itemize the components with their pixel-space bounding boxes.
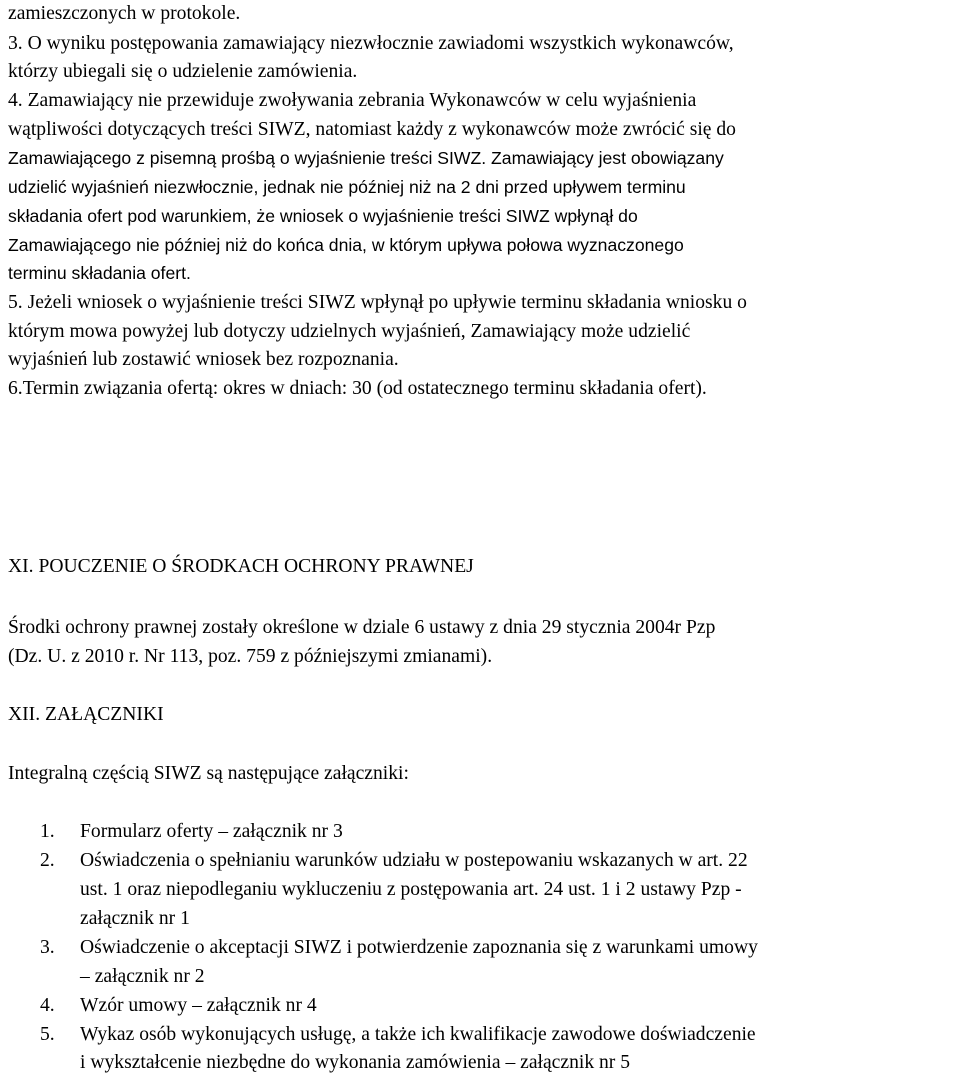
- text-line: 6.Termin związania ofertą: okres w dniach: 30 (od ostatecznego terminu składania ofert).: [8, 378, 707, 399]
- list-item-text: Formularz oferty – załącznik nr 3: [80, 821, 343, 842]
- text-line: (Dz. U. z 2010 r. Nr 113, poz. 759 z późniejszymi zmianami).: [8, 646, 493, 667]
- list-item-text: Oświadczenia o spełnianiu warunków udziału w postepowaniu wskazanych w art. 22: [80, 850, 748, 871]
- list-item-number: 5.: [40, 1024, 55, 1045]
- text-line: 5. Jeżeli wniosek o wyjaśnienie treści SIWZ wpłynął po upływie terminu składania wniosku o: [8, 292, 747, 313]
- text-line: 3. O wyniku postępowania zamawiający niezwłocznie zawiadomi wszystkich wykonawców,: [8, 33, 734, 54]
- attachments-intro: Integralną częścią SIWZ są następujące załączniki:: [8, 763, 409, 784]
- list-item-number: 4.: [40, 995, 55, 1016]
- text-segment-sans: Zamawiającego z pisemną prośbą o wyjaśnienie treści SIWZ.: [8, 148, 487, 168]
- list-item-text: Wzór umowy – załącznik nr 4: [80, 995, 317, 1016]
- section-heading-xii: XII. ZAŁĄCZNIKI: [8, 704, 164, 725]
- list-item-text: Oświadczenie o akceptacji SIWZ i potwierdzenie zapoznania się z warunkami umowy: [80, 937, 758, 958]
- text-line: 4. Zamawiający nie przewiduje zwoływania zebrania Wykonawców w celu wyjaśnienia: [8, 90, 697, 111]
- text-line: wyjaśnień lub zostawić wniosek bez rozpoznania.: [8, 349, 399, 370]
- text-line: wątpliwości dotyczących treści SIWZ, natomiast każdy z wykonawców może zwrócić się do: [8, 119, 736, 140]
- list-item-text: i wykształcenie niezbędne do wykonania zamówienia – załącznik nr 5: [80, 1052, 631, 1073]
- list-item-text: Wykaz osób wykonujących usługę, a także ich kwalifikacje zawodowe doświadczenie: [80, 1024, 756, 1045]
- list-item-text: ust. 1 oraz niepodleganiu wykluczeniu z postępowania art. 24 ust. 1 i 2 ustawy Pzp -: [80, 879, 742, 900]
- text-line: Zamawiającego nie później niż do końca dnia, w którym upływa połowa wyznaczonego: [8, 235, 684, 255]
- text-segment-sans: Zamawiający jest obowiązany: [486, 148, 724, 168]
- section-heading-xi: XI. POUCZENIE O ŚRODKACH OCHRONY PRAWNEJ: [8, 556, 474, 577]
- text-line: którzy ubiegali się o udzielenie zamówienia.: [8, 61, 358, 82]
- text-line-mixed: [8, 146, 724, 172]
- list-item-number: 1.: [40, 821, 55, 842]
- text-line: udzielić wyjaśnień niezwłocznie, jednak nie później niż na 2 dni przed upływem terminu: [8, 177, 686, 197]
- text-line: którym mowa powyżej lub dotyczy udzielnych wyjaśnień, Zamawiający może udzielić: [8, 321, 691, 342]
- text-line: zamieszczonych w protokole.: [8, 3, 241, 24]
- text-line: terminu składania ofert.: [8, 263, 191, 283]
- list-item-text: – załącznik nr 2: [80, 966, 205, 987]
- text-line: Środki ochrony prawnej zostały określone w dziale 6 ustawy z dnia 29 stycznia 2004r Pzp: [8, 617, 716, 638]
- list-item-number: 2.: [40, 850, 55, 871]
- text-line: składania ofert pod warunkiem, że wniosek o wyjaśnienie treści SIWZ wpłynął do: [8, 206, 638, 226]
- list-item-number: 3.: [40, 937, 55, 958]
- list-item-text: załącznik nr 1: [80, 908, 190, 929]
